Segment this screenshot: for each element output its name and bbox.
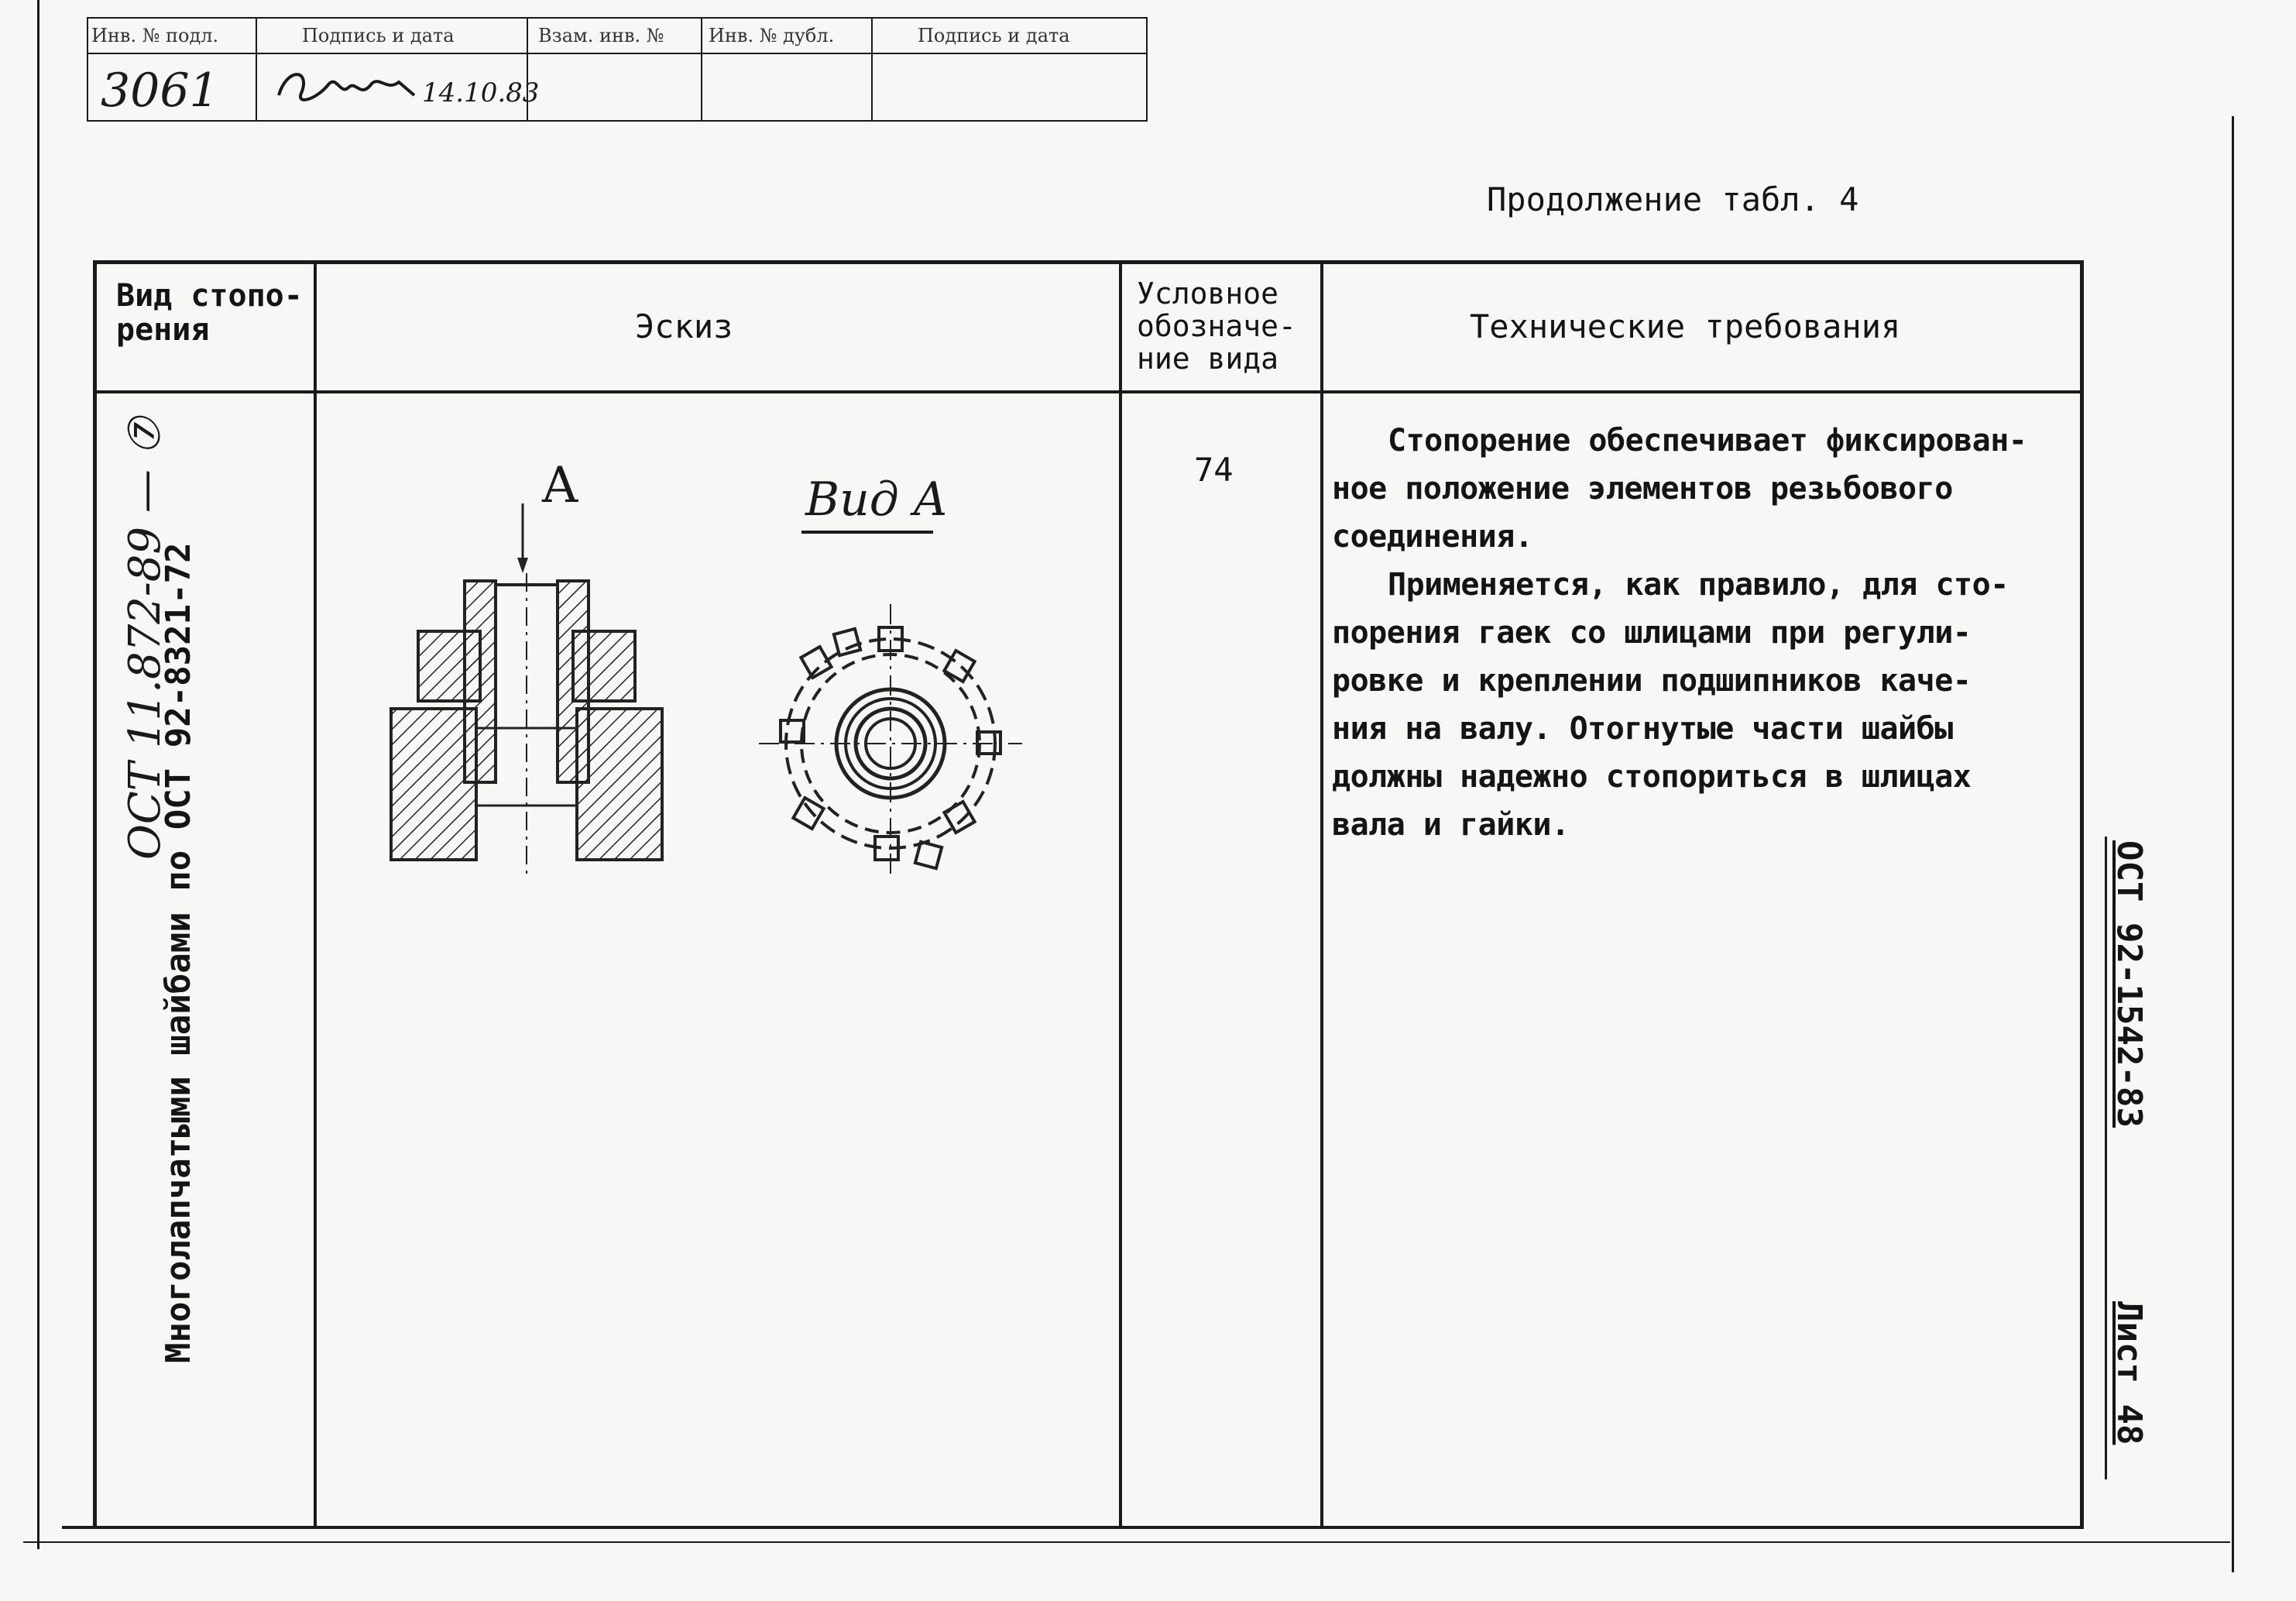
stamp-label-replace: Взам. инв. № <box>538 25 664 46</box>
type-handwritten: ОСТ 11.872-89 — ⑦ <box>120 417 170 860</box>
req-line-7: ния на валу. Отогнутые части шайбы <box>1332 711 1953 747</box>
type-text: Многолапчатыми шайбами по ОСТ 92-8321-72 <box>159 542 198 1363</box>
side-stamp-rule <box>2105 837 2107 1479</box>
left-margin-line <box>37 0 39 1549</box>
stamp-label-inv: Инв. № подл. <box>91 25 219 46</box>
header-sketch: Эскиз <box>635 307 733 345</box>
section-drawing-icon <box>379 496 674 883</box>
signature-icon <box>271 60 426 115</box>
view-a-drawing-icon <box>759 604 1022 883</box>
req-line-1: Стопорение обеспечивает фиксирован- <box>1388 423 2027 459</box>
req-line-8: должны надежно стопориться в шлицах <box>1332 759 1972 795</box>
header-type: Вид стопо- рения <box>116 278 303 348</box>
sketch-label-view: Вид A <box>805 472 948 527</box>
header-requirements: Технические требования <box>1470 307 1901 345</box>
req-line-2: ное положение элементов резьбового <box>1332 471 1953 507</box>
inventory-number: 3061 <box>101 64 219 118</box>
req-line-6: ровке и креплении подшипников каче- <box>1332 663 1972 699</box>
side-standard: ОСТ 92-1542-83 <box>2109 840 2149 1128</box>
req-line-4: Применяется, как правило, для сто- <box>1388 567 2009 603</box>
stamp-label-sign2: Подпись и дата <box>918 25 1070 46</box>
continuation-caption: Продолжение табл. 4 <box>1487 180 1859 218</box>
req-line-5: порения гаек со шлицами при регули- <box>1332 615 1972 651</box>
right-margin-line <box>2232 116 2234 1572</box>
side-sheet: Лист 48 <box>2109 1301 2149 1445</box>
req-line-9: вала и гайки. <box>1332 807 1570 843</box>
requirements-text <box>1332 417 2075 849</box>
header-code: Условное обозначе- ние вида <box>1137 277 1296 376</box>
stamp-label-sign: Подпись и дата <box>302 25 455 46</box>
req-line-3: соединения. <box>1332 519 1533 555</box>
bottom-margin-line <box>23 1541 2230 1543</box>
stamp-label-dup: Инв. № дубл. <box>709 25 835 46</box>
code-value: 74 <box>1194 451 1234 489</box>
sketch-label-a: A <box>542 457 578 514</box>
signature-date: 14.10.83 <box>422 77 540 108</box>
